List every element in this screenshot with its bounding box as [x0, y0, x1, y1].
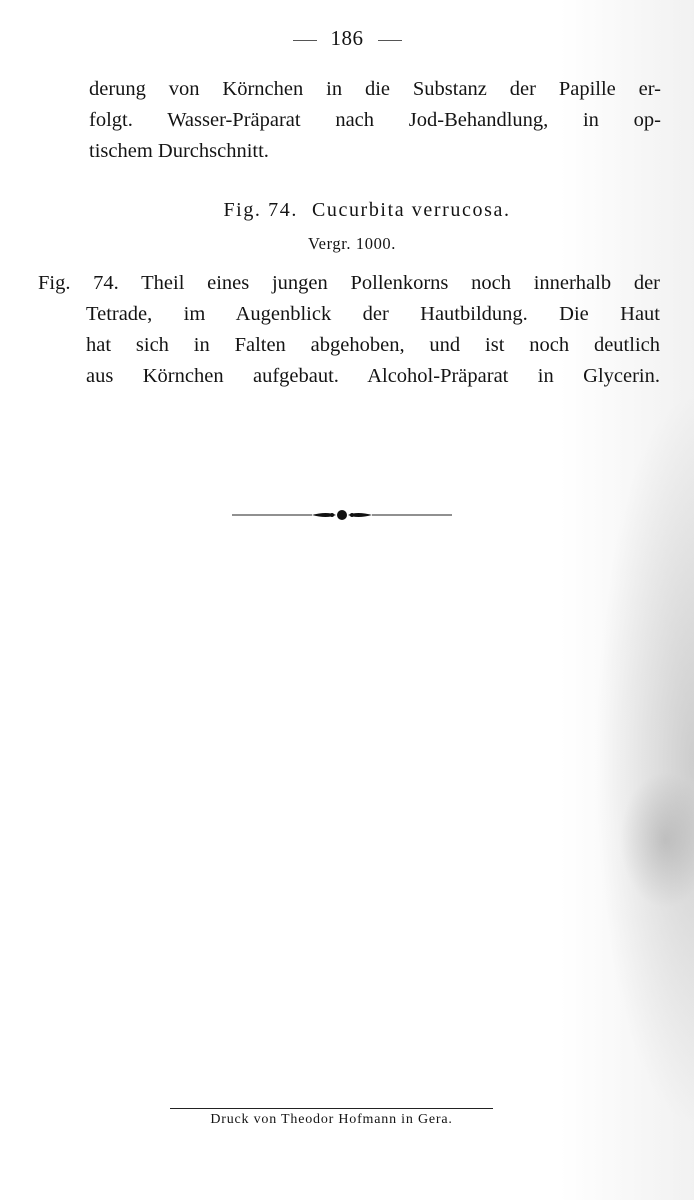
caption-line: Fig. 74. Theil eines jungen Pollenkorns noch innerhalb der [38, 272, 660, 294]
page-number [0, 26, 694, 51]
continuation-line: derung von Körnchen in die Substanz der Papille er- [89, 78, 661, 100]
figure-caption [38, 268, 660, 392]
continuation-line: folgt. Wasser-Präparat nach Jod-Behandlung, in op- [89, 109, 661, 131]
page-number-text: 186 [330, 26, 364, 50]
printer-rule [170, 1108, 493, 1109]
figure-label: Fig. 74. [223, 199, 298, 221]
caption-line: Tetrade, im Augenblick der Hautbildung. Die Haut [86, 303, 660, 325]
continuation-line: tischem Durchschnitt. [89, 140, 269, 162]
figure-species: Cucurbita verrucosa. [311, 199, 511, 221]
caption-line: hat sich in Falten abgehoben, und ist noch deutlich [86, 334, 660, 356]
ornament-divider-icon [232, 505, 452, 525]
caption-line: aus Körnchen aufgebaut. Alcohol-Präparat in Glycerin. [86, 365, 660, 387]
page-number-dash-left [293, 40, 317, 41]
printer-imprint: Druck von Theodor Hofmann in Gera. [210, 1112, 453, 1127]
figure-heading [0, 199, 694, 222]
continuation-paragraph [89, 74, 661, 167]
page-number-dash-right [378, 40, 402, 41]
figure-magnification: Vergr. 1000. [307, 234, 397, 253]
